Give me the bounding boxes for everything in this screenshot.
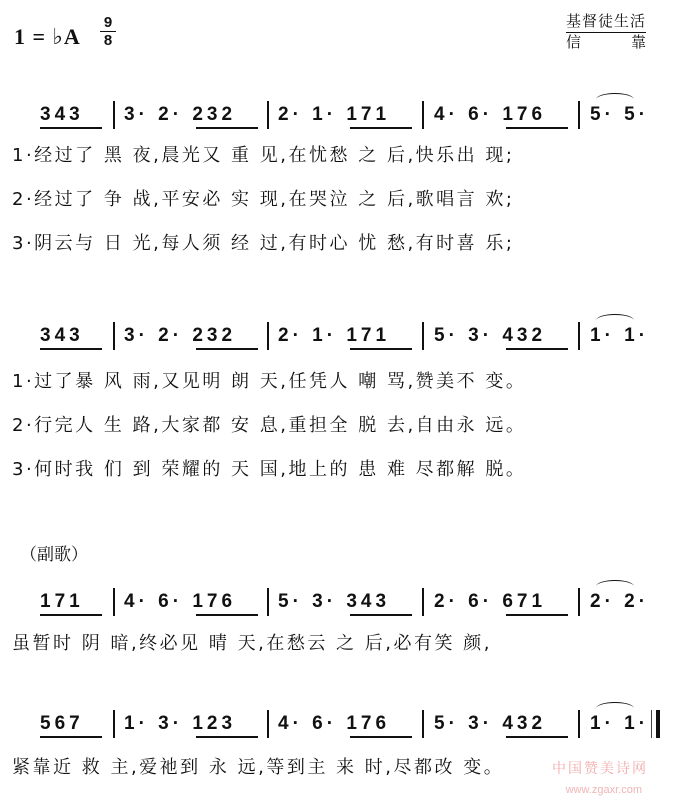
notes-measure: 171 [40, 591, 84, 612]
song-credit [566, 12, 646, 52]
song-title-char-2: 靠 [630, 33, 646, 51]
song-category: 基督徒生活 [566, 12, 646, 33]
notes-measure: 1· 3· 123 [124, 713, 237, 734]
lyric-verse-3: 3·何时我 们 到 荣耀的 天 国,地上的 患 难 尽都解 脱。 [12, 459, 527, 480]
watermark-url: www.zgaxr.com [565, 784, 642, 796]
notes-measure: 5· 3· 432 [434, 713, 547, 734]
notes-measure: 4· 6· 176 [434, 104, 547, 125]
lyric-verse-2: 2·行完人 生 路,大家都 安 息,重担全 脱 去,自由永 远。 [12, 415, 527, 436]
time-signature-bottom: 8 [103, 32, 113, 49]
notes-measure: 2· 1· 171 [278, 325, 391, 346]
lyric-chorus-line-1: 虽暂时 阴 暗,终必见 晴 天,在愁云 之 后,必有笑 颜, [12, 633, 492, 654]
notes-measure: 5· 3· 343 [278, 591, 391, 612]
music-line-3 [0, 582, 674, 622]
notes-measure: 5· 5· [590, 104, 650, 125]
notes-measure: 343 [40, 325, 84, 346]
lyric-verse-3: 3·阴云与 日 光,每人须 经 过,有时心 忧 愁,有时喜 乐; [12, 233, 515, 254]
chorus-label: （副歌） [20, 545, 88, 565]
music-line-2 [0, 316, 674, 356]
time-signature-top: 9 [103, 14, 113, 31]
song-title [566, 33, 646, 52]
notes-measure: 4· 6· 176 [278, 713, 391, 734]
notes-measure: 343 [40, 104, 84, 125]
notes-measure: 1· 1· [590, 713, 650, 734]
notes-measure: 567 [40, 713, 84, 734]
music-line-4 [0, 704, 674, 744]
song-title-char-1: 信 [566, 33, 582, 51]
music-line-1 [0, 95, 674, 135]
time-signature [100, 15, 116, 48]
lyric-verse-1: 1·过了暴 风 雨,又见明 朗 天,任凭人 嘲 骂,赞美不 变。 [12, 371, 527, 392]
notes-measure: 2· 1· 171 [278, 104, 391, 125]
notes-measure: 3· 2· 232 [124, 325, 237, 346]
lyric-verse-2: 2·经过了 争 战,平安必 实 现,在哭泣 之 后,歌唱言 欢; [12, 189, 515, 210]
notes-measure: 2· 2· [590, 591, 650, 612]
lyric-chorus-line-2: 紧靠近 救 主,爱祂到 永 远,等到主 来 时,尽都改 变。 [12, 757, 505, 778]
notes-measure: 2· 6· 671 [434, 591, 547, 612]
notes-measure: 1· 1· [590, 325, 650, 346]
key-signature: 1 = ♭A [14, 24, 81, 49]
notes-measure: 5· 3· 432 [434, 325, 547, 346]
notes-measure: 3· 2· 232 [124, 104, 237, 125]
watermark: 中国赞美诗网 [552, 761, 648, 777]
notes-measure: 4· 6· 176 [124, 591, 237, 612]
lyric-verse-1: 1·经过了 黑 夜,晨光又 重 见,在忧愁 之 后,快乐出 现; [12, 145, 515, 166]
